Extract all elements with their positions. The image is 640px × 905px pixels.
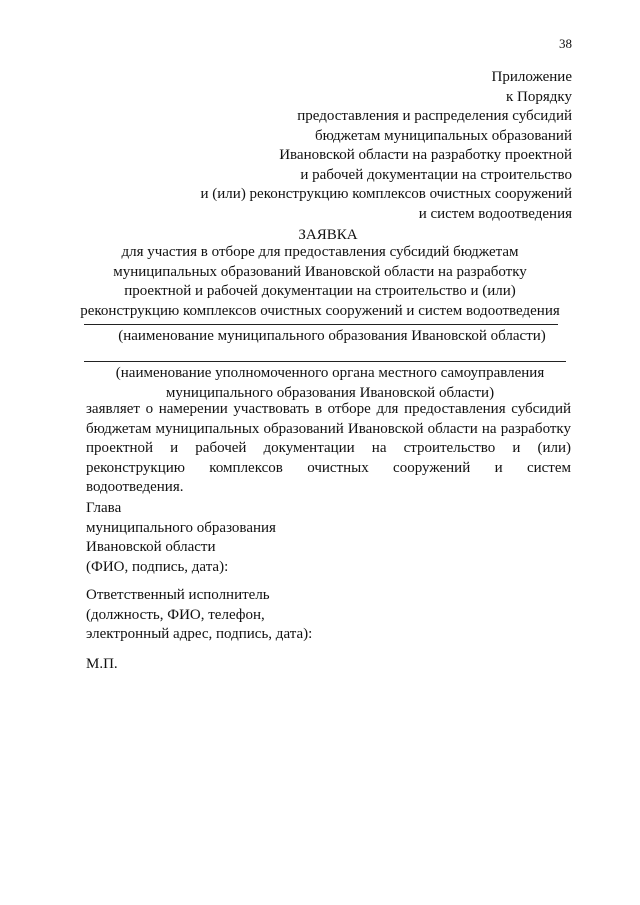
statement-line: заявляет о намерении участвовать в отборе для предоставления субсидий bbox=[86, 401, 571, 417]
statement-line: проектной и рабочей документации на строительство и (или) bbox=[86, 440, 571, 456]
subtitle-line: муниципальных образований Ивановской области на разработку bbox=[113, 263, 527, 280]
appendix-line: Приложение bbox=[491, 69, 572, 85]
statement-line: водоотведения. bbox=[86, 479, 184, 495]
appendix-line: и рабочей документации на строительство bbox=[300, 166, 572, 183]
signature-line: Глава bbox=[86, 500, 122, 516]
seal-label: М.П. bbox=[86, 656, 118, 672]
signature-line: Ивановской области bbox=[86, 539, 216, 555]
head-signature-block bbox=[86, 499, 276, 577]
appendix-line: и систем водоотведения bbox=[418, 205, 572, 222]
appendix-line: предоставления и распределения субсидий bbox=[297, 108, 572, 124]
caption-line: муниципального образования Ивановской области) bbox=[165, 384, 495, 401]
appendix-line: к Порядку bbox=[506, 88, 572, 105]
authority-caption bbox=[78, 364, 582, 403]
authority-fill-line bbox=[84, 361, 566, 362]
signature-line: Ответственный исполнитель bbox=[86, 587, 270, 603]
appendix-line: Ивановской области на разработку проектной bbox=[279, 147, 572, 163]
caption-line: (наименование уполномоченного органа местного самоуправления bbox=[115, 365, 545, 381]
appendix-line: и (или) реконструкцию комплексов очистных сооружений bbox=[200, 186, 572, 202]
statement-line: бюджетам муниципальных образований Ивановской области на разработку bbox=[86, 420, 571, 437]
signature-line: (ФИО, подпись, дата): bbox=[86, 558, 229, 575]
executor-signature-block bbox=[86, 586, 312, 645]
caption-line: (наименование муниципального образования Ивановской области) bbox=[118, 328, 546, 344]
appendix-header bbox=[92, 68, 572, 224]
municipality-fill-line bbox=[84, 324, 558, 325]
subtitle-line: проектной и рабочей документации на строительство и (или) bbox=[124, 283, 516, 299]
statement-paragraph bbox=[86, 400, 571, 498]
signature-line: (должность, ФИО, телефон, bbox=[86, 606, 265, 623]
statement-line: реконструкцию комплексов очистных сооружений и систем bbox=[86, 459, 571, 476]
document-subtitle bbox=[68, 243, 572, 321]
seal-placeholder bbox=[86, 655, 118, 675]
page-number: 38 bbox=[559, 36, 572, 51]
municipality-caption bbox=[80, 327, 584, 347]
appendix-line: бюджетам муниципальных образований bbox=[314, 127, 572, 144]
signature-line: муниципального образования bbox=[86, 519, 276, 536]
document-title: ЗАЯВКА bbox=[298, 227, 358, 243]
signature-line: электронный адрес, подпись, дата): bbox=[86, 626, 313, 642]
subtitle-line: для участия в отборе для предоставления субсидий бюджетам bbox=[121, 244, 519, 260]
subtitle-line: реконструкцию комплексов очистных сооружений и систем водоотведения bbox=[80, 302, 560, 319]
